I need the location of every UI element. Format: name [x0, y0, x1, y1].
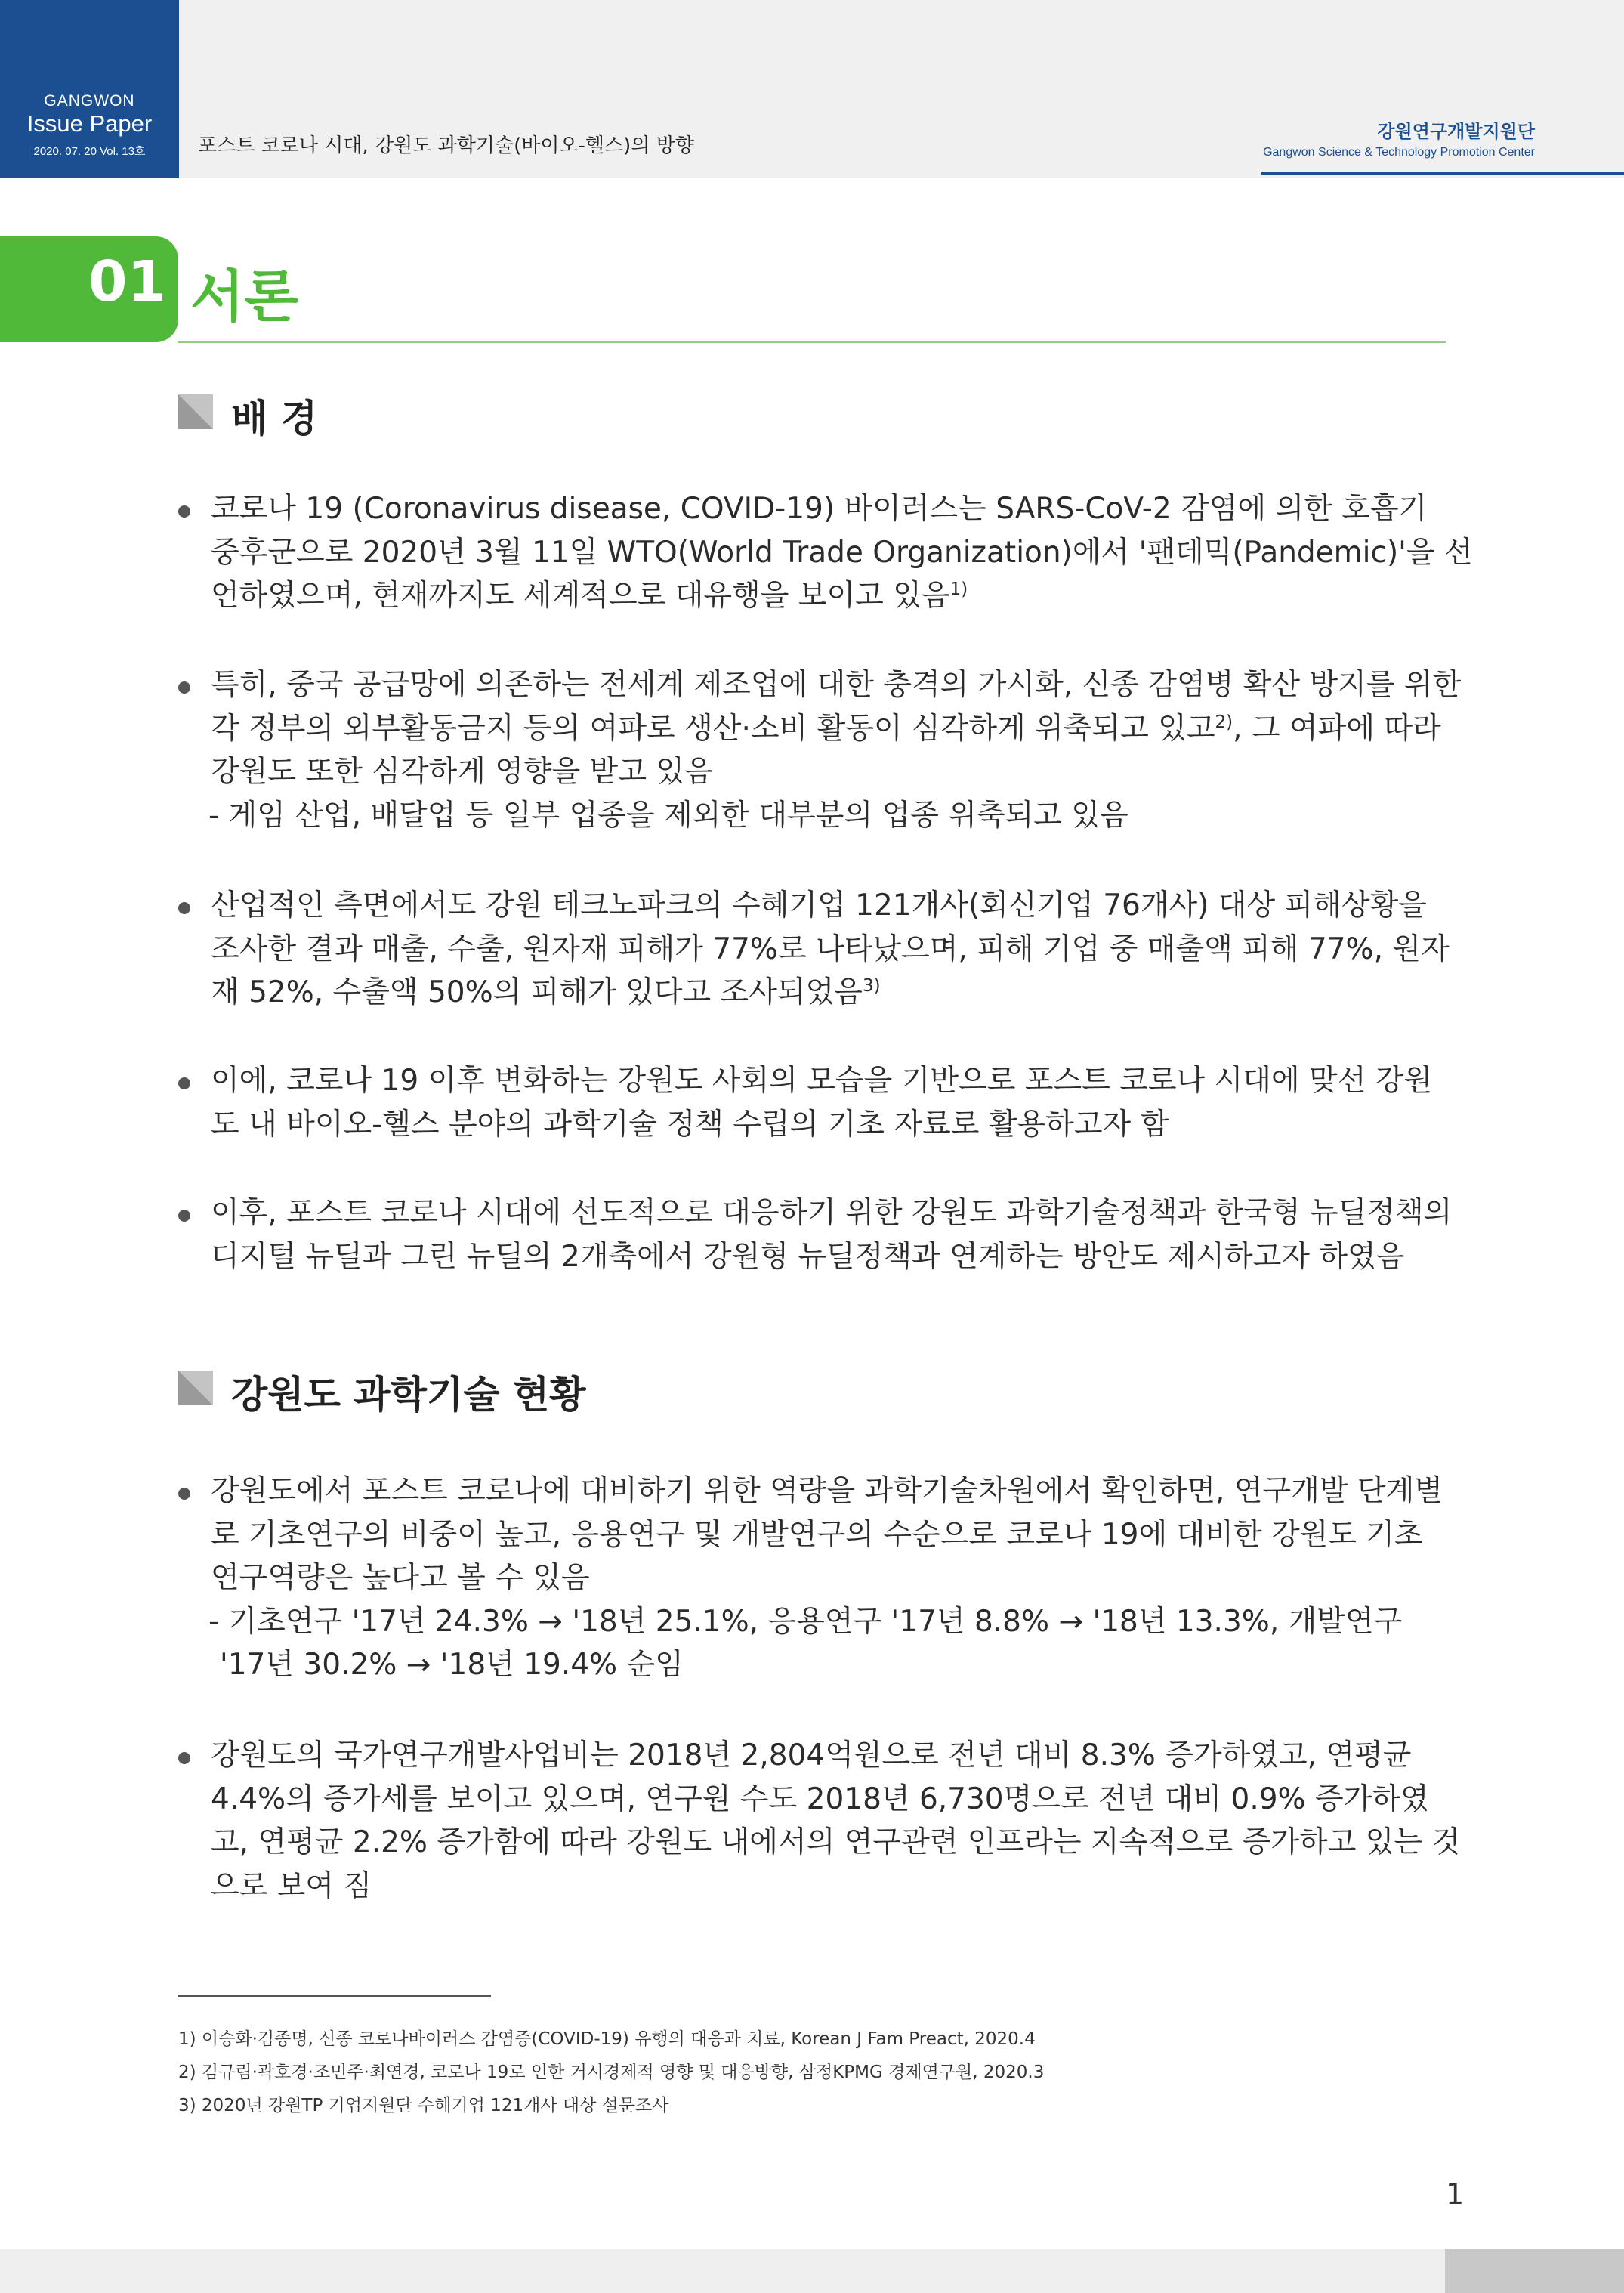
bullet-line: 조사한 결과 매출, 수출, 원자재 피해가 77%로 나타났으며, 피해 기업 중 매출액 피해 77%, 원자: [211, 932, 1450, 966]
bullet-dot-icon: [178, 1752, 190, 1764]
bullet-line: 디지털 뉴딜과 그린 뉴딜의 2개축에서 강원형 뉴딜정책과 연계하는 방안도 제시하고자 하였음: [211, 1239, 1405, 1274]
document-title: 포스트 코로나 시대, 강원도 과학기술(바이오-헬스)의 방향: [198, 134, 694, 157]
bullet-text: [211, 1734, 1461, 1908]
bullet-sub-line: - 기초연구 '17년 24.3% → '18년 25.1%, 응용연구 '17년 8.8% → '18년 13.3%, 개발연구: [208, 1604, 1403, 1639]
page-header: [0, 0, 1624, 178]
bullet-dot-icon: [178, 902, 190, 914]
page-number: 1: [1446, 2177, 1465, 2211]
bullet-line: 산업적인 측면에서도 강원 테크노파크의 수혜기업 121개사(회신기업 76개사) 대상 피해상황을: [211, 888, 1427, 922]
header-divider: [1261, 172, 1624, 175]
footnote-ref: 1): [949, 579, 968, 599]
footnote-ref: 3): [862, 976, 881, 996]
section-divider: [178, 341, 1446, 343]
issue-paper-logo: [0, 0, 179, 178]
subheading-text: 강원도 과학기술 현황: [231, 1373, 586, 1417]
brand-name: Issue Paper: [26, 110, 153, 137]
bullet-line: 중후군으로 2020년 3월 11일 WTO(World Trade Organization)에서 '팬데믹(Pandemic)'을 선: [211, 535, 1473, 570]
bullet-sub-line: '17년 30.2% → '18년 19.4% 순임: [220, 1648, 684, 1682]
bullet-line-text: 재 52%, 수출액 50%의 피해가 있다고 조사되었음: [211, 975, 863, 1009]
bullet-line: [211, 707, 1447, 751]
bullet-line: 으로 보여 짐: [211, 1868, 372, 1903]
bullet-line: 도 내 바이오-헬스 분야의 과학기술 정책 수립의 기초 자료로 활용하고자 함: [211, 1107, 1169, 1142]
bullet-line: 강원도 또한 심각하게 영향을 받고 있음: [211, 755, 713, 789]
square-bullet-icon: [178, 394, 213, 429]
bullet-line-text: 각 정부의 외부활동금지 등의 여파로 생산·소비 활동이 심각하게 위축되고 있고: [211, 711, 1215, 746]
bullet-line: 연구역량은 높다고 볼 수 있음: [211, 1561, 590, 1595]
footer-accent-block: [1445, 2249, 1624, 2293]
bullet-line: 고, 연평균 2.2% 증가함에 따라 강원도 내에서의 연구관련 인프라는 지속적으로 증가하고 있는 것: [211, 1825, 1461, 1859]
footnote-3: 3) 2020년 강원TP 기업지원단 수혜기업 121개사 대상 설문조사: [178, 2096, 669, 2115]
brand-region: GANGWON: [44, 92, 135, 110]
bullet-sub-line: - 게임 산업, 배달업 등 일부 업종을 제외한 대부분의 업종 위축되고 있음: [208, 798, 1128, 833]
square-bullet-icon: [178, 1371, 213, 1405]
bullet-line-text: , 그 여파에 따라: [1233, 711, 1441, 746]
footer-bar: [0, 2249, 1624, 2293]
bullet-line: [211, 574, 1447, 618]
issue-date-volume: 2020. 07. 20 Vol. 13호: [33, 145, 146, 158]
bullet-line: 로 기초연구의 비중이 높고, 응용연구 및 개발연구의 수순으로 코로나 19에 대비한 강원도 기초: [211, 1517, 1423, 1552]
footnote-divider: [178, 1995, 491, 1997]
bullet-dot-icon: [178, 1488, 190, 1500]
bullet-line: 특히, 중국 공급망에 의존하는 전세계 제조업에 대한 충격의 가시화, 신종 감염병 확산 방지를 위한: [211, 668, 1462, 702]
bullet-text: [211, 1191, 1453, 1278]
subheading-text: 배 경: [231, 397, 318, 440]
organization-name-ko: 강원연구개발지원단: [1377, 121, 1535, 142]
bullet-dot-icon: [178, 1210, 190, 1222]
bullet-text: [211, 1059, 1447, 1146]
bullet-line: 이에, 코로나 19 이후 변화하는 강원도 사회의 모습을 기반으로 포스트 코로나 시대에 맞선 강원: [211, 1064, 1433, 1098]
bullet-line: 이후, 포스트 코로나 시대에 선도적으로 대응하기 위한 강원도 과학기술정책과 한국형 뉴딜정책의: [211, 1196, 1453, 1230]
bullet-line: 4.4%의 증가세를 보이고 있으며, 연구원 수도 2018년 6,730명으로 전년 대비 0.9% 증가하였: [211, 1782, 1429, 1816]
bullet-dot-icon: [178, 505, 190, 518]
bullet-text: [211, 884, 1450, 1015]
footnote-2: 2) 김규림·곽호경·조민주·최연경, 코로나 19로 인한 거시경제적 영향 및 대응방향, 삼정KPMG 경제연구원, 2020.3: [178, 2063, 1045, 2082]
footnote-1: 1) 이승화·김종명, 신종 코로나바이러스 감염증(COVID-19) 유행의 대응과 치료, Korean J Fam Preact, 2020.4: [178, 2029, 1036, 2049]
organization-name-en: Gangwon Science & Technology Promotion Center: [1263, 146, 1535, 159]
bullet-line-text: 언하였으며, 현재까지도 세계적으로 대유행을 보이고 있음: [211, 579, 950, 613]
bullet-line: 강원도에서 포스트 코로나에 대비하기 위한 역량을 과학기술차원에서 확인하면, 연구개발 단계별: [211, 1474, 1443, 1508]
bullet-line: [211, 971, 1447, 1015]
bullet-line: 코로나 19 (Coronavirus disease, COVID-19) 바이러스는 SARS-CoV-2 감염에 의한 호흡기: [211, 492, 1428, 526]
bullet-text: [211, 487, 1473, 618]
bullet-text: [208, 663, 1462, 837]
section-number: 01: [88, 249, 166, 314]
bullet-text: [208, 1469, 1447, 1687]
bullet-dot-icon: [178, 1077, 190, 1089]
bullet-line: 강원도의 국가연구개발사업비는 2018년 2,804억원으로 전년 대비 8.3% 증가하였고, 연평균: [211, 1738, 1412, 1772]
footnote-ref: 2): [1215, 712, 1233, 732]
section-title: 서론: [190, 264, 298, 329]
bullet-dot-icon: [178, 681, 190, 694]
